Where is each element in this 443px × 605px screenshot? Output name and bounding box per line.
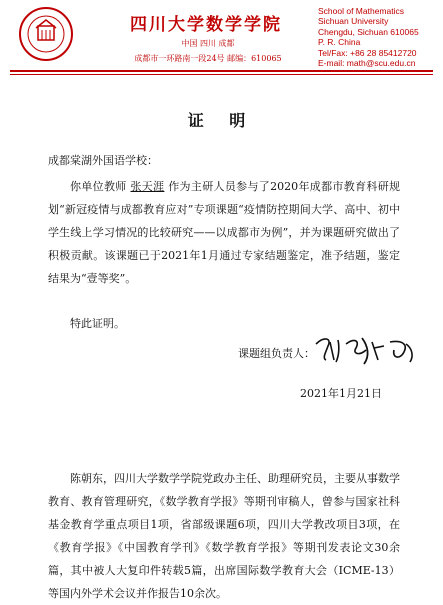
eng-line: Tel/Fax: +86 28 85412720 (318, 47, 417, 58)
biography-paragraph: 陈朝东，四川大学数学学院党政办主任、助理研究员，主要从事数学教育、教育管理研究，《数学教育学报》等期刊审稿人，曾参与国家社科基金教育学重点项目1项，省部级课题6项，四川大学教改项目3项，在《教育学报》《中国教育学刊》《数学教育学报》等期刊发表论文30余篇，其中被人大复印件转载5篇，出席国际数学教育大会（ICME-13）等国内外学术会议并作报告10余次。 (48, 472, 400, 600)
letterhead-divider-thin (10, 74, 433, 75)
eng-line: P. R. China (318, 37, 361, 48)
letterhead-english-block (318, 6, 440, 68)
eng-line: Sichuan University (318, 16, 389, 27)
letterhead-location: 中国 四川 成都 (181, 39, 235, 48)
letterhead-address: 成都市一环路南一段24号 邮编：610065 (134, 54, 282, 63)
letterhead-title: 四川大学数学学院 (130, 15, 282, 35)
sichuan-university-seal-icon (18, 6, 74, 62)
eng-line: Chengdu, Sichuan 610065 (318, 26, 419, 37)
certificate-paragraph (48, 175, 400, 290)
eng-line: E-mail: math@scu.edu.cn (318, 58, 416, 69)
signature-label: 课题组负责人： (238, 347, 315, 360)
teacher-name: 张天涯 (130, 180, 165, 193)
eng-line: School of Mathematics (318, 6, 404, 16)
signature-date: 2021年1月21日 (300, 387, 382, 400)
body-before-name: 你单位教师 (70, 180, 127, 193)
handwritten-signature (312, 330, 422, 368)
document-title: 证 明 (187, 111, 256, 130)
closing-line: 特此证明。 (70, 317, 125, 330)
letterhead-divider (10, 70, 433, 72)
addressee: 成都棠湖外国语学校： (48, 154, 158, 167)
body-after-name: 作为主研人员参与了2020年成都市教育科研规划“新冠疫情与成都教育应对”专项课题“疫情防控期间大学、高中、初中学生线上学习情况的比较研究——以成都市为例”，并为课题研究做出了积极贡献。该课题已于2021年1月通过专家结题鉴定，准予结题，鉴定结果为“壹等奖”。 (48, 180, 401, 285)
